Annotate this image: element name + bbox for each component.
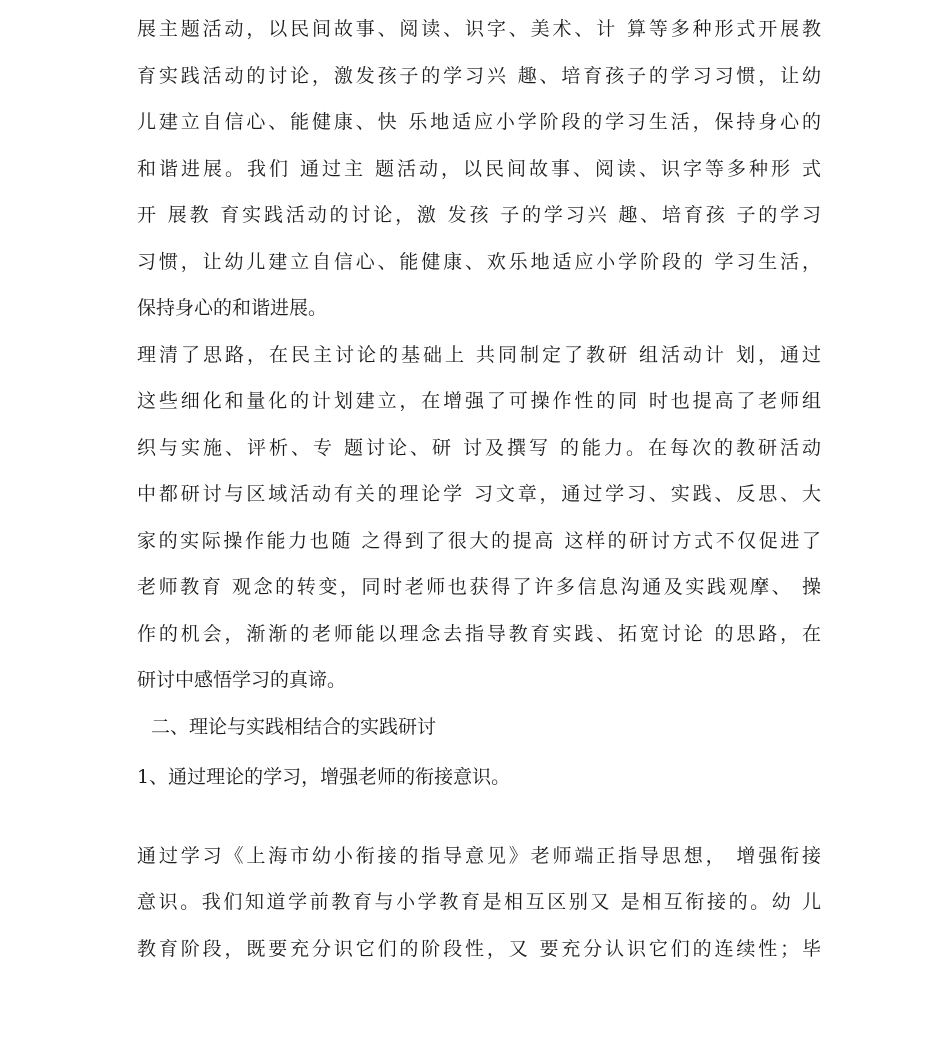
document-page [137,6,821,972]
text-line: 保持身心的和谐进展。 [137,297,328,319]
text-line: 育实践活动的讨论，激发孩子的学习兴 趣、培育孩子的学习习惯，让幼 [137,64,821,87]
text-line: 这些细化和量化的计划建立，在增强了可操作性的同 时也提高了老师组 [137,390,821,412]
paragraph-2 [137,332,821,704]
text-line: 开 展教 育实践活动的讨论，激 发孩 子的学习兴 趣、培育孩 子的学习 [137,204,821,226]
text-line: 理清了思路，在民主讨论的基础上 共同制定了教研 组活动计 划，通过 [137,343,821,366]
text-line: 习惯，让幼儿建立自信心、能健康、欢乐地适应小学阶段的 学习生活， [137,250,821,273]
text-line: 意识。我们知道学前教育与小学教育是相互区别又 是相互衔接的。幼 儿 [137,891,821,913]
text-line: 通过学习《上海市幼小衔接的指导意见》老师端正指导思想， 增强衔接 [137,844,821,867]
section-heading: 二、理论与实践相结合的实践研讨 [151,715,437,738]
subsection-heading: 1、通过理论的学习，增强老师的衔接意识。 [137,766,511,788]
paragraph-gap [137,801,821,833]
text-line: 教育阶段，既要充分识它们的阶段性，又 要充分认识它们的连续性；毕 [137,937,821,960]
text-line: 研讨中感悟学习的真谛。 [137,669,347,691]
text-line: 作的机会，渐渐的老师能以理念去指导教育实践、拓宽讨论 的思路，在 [137,622,821,645]
text-line: 家的实际操作能力也随 之得到了很大的提高 这样的研讨方式不仅促进了 [137,529,821,552]
text-line: 中都研讨与区域活动有关的理论学 习文章，通过学习、实践、反思、大 [137,483,821,505]
paragraph-1 [137,6,821,332]
paragraph-3 [137,833,821,973]
text-line: 儿建立自信心、能健康、快 乐地适应小学阶段的学习生活，保持身心的 [137,111,821,133]
text-line: 老师教育 观念的转变，同时老师也获得了许多信息沟通及实践观摩、 操 [137,576,821,598]
text-line: 和谐进展。我们 通过主 题活动，以民间故事、阅读、识字等多种形 式 [137,157,821,180]
text-line: 展主题活动，以民间故事、阅读、识字、美术、计 算等多种形式开展教 [137,18,821,40]
text-line: 织与实施、评析、专 题讨论、研 讨及撰写 的能力。在每次的教研活动 [137,436,821,459]
